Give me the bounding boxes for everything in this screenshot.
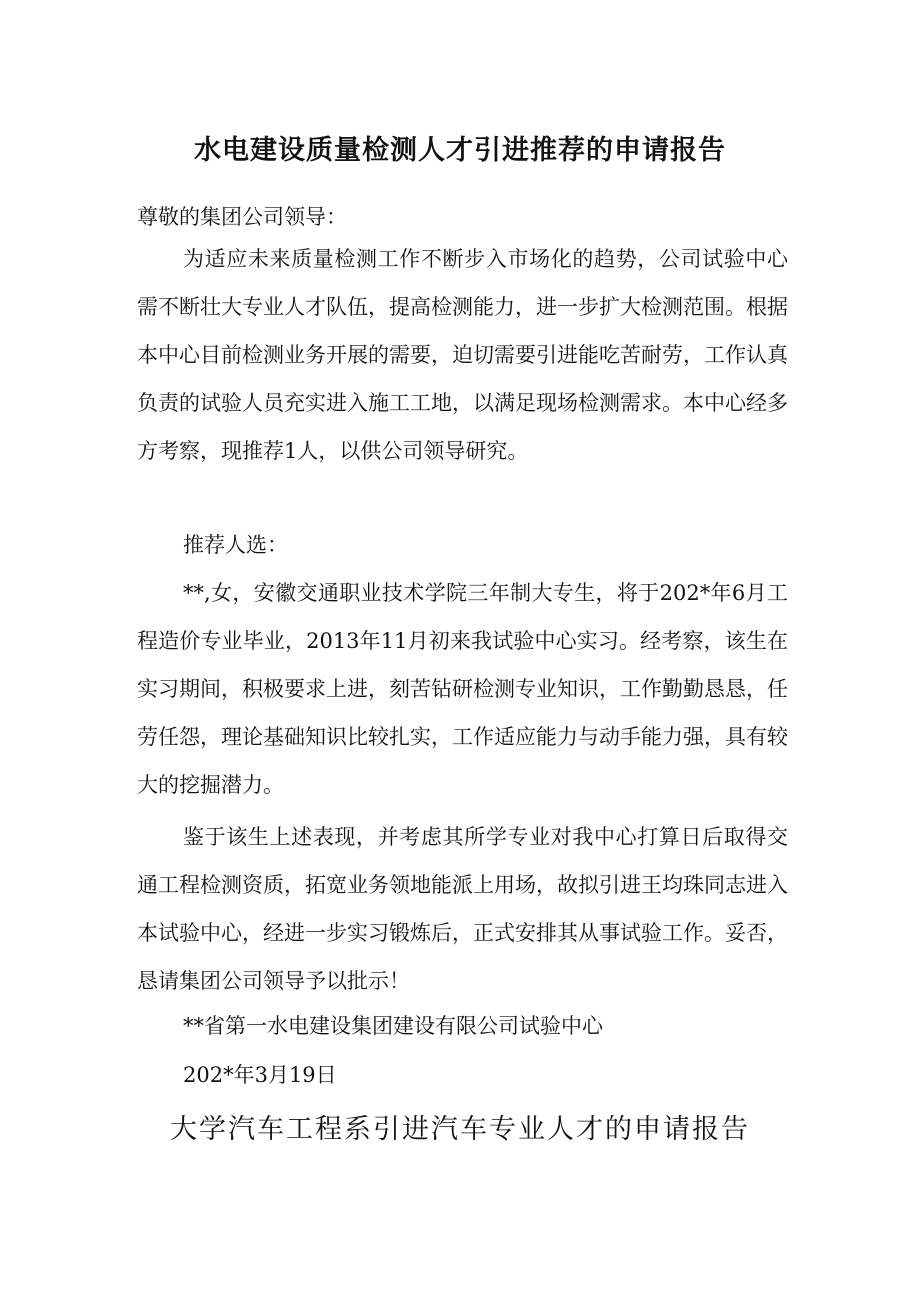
next-document-title: 大学汽车工程系引进汽车专业人才的申请报告 (170, 1114, 750, 1145)
signature-line: **省第一水电建设集团建设有限公司试验中心 (183, 1014, 603, 1038)
paragraph-intro: 为适应未来质量检测工作不断步入市场化的趋势，公司试验中心需不断壮大专业人才队伍，提高检测能力，进一步扩大检测范围。根据本中心目前检测业务开展的需要，迫切需要引进能吃苦耐劳，工作认真负责的试验人员充实进入施工工地，以满足现场检测需求。本中心经多方考察，现推荐1人，以供公司领导研究。 (137, 247, 788, 463)
paragraph-candidate: **,女，安徽交通职业技术学院三年制大专生，将于202*年6月工程造价专业毕业，2013年11月初来我试验中心实习。经考察，该生在实习期间，积极要求上进，刻苦钻研检测专业知识，工作勤勤恳恳，任劳任怨，理论基础知识比较扎实，工作适应能力与动手能力强，具有较大的挖掘潜力。 (137, 581, 788, 797)
date-line: 202*年3月19日 (183, 1063, 337, 1087)
candidate-heading: 推荐人选： (183, 533, 288, 557)
paragraph-request: 鉴于该生上述表现，并考虑其所学专业对我中心打算日后取得交通工程检测资质，拓宽业务领地能派上用场，故拟引进王均珠同志进入本试验中心，经进一步实习锻炼后，正式安排其从事试验工作。妥否，恳请集团公司领导予以批示！ (137, 825, 788, 993)
document-title: 水电建设质量检测人才引进推荐的申请报告 (194, 135, 726, 166)
salutation: 尊敬的集团公司领导： (137, 205, 347, 229)
